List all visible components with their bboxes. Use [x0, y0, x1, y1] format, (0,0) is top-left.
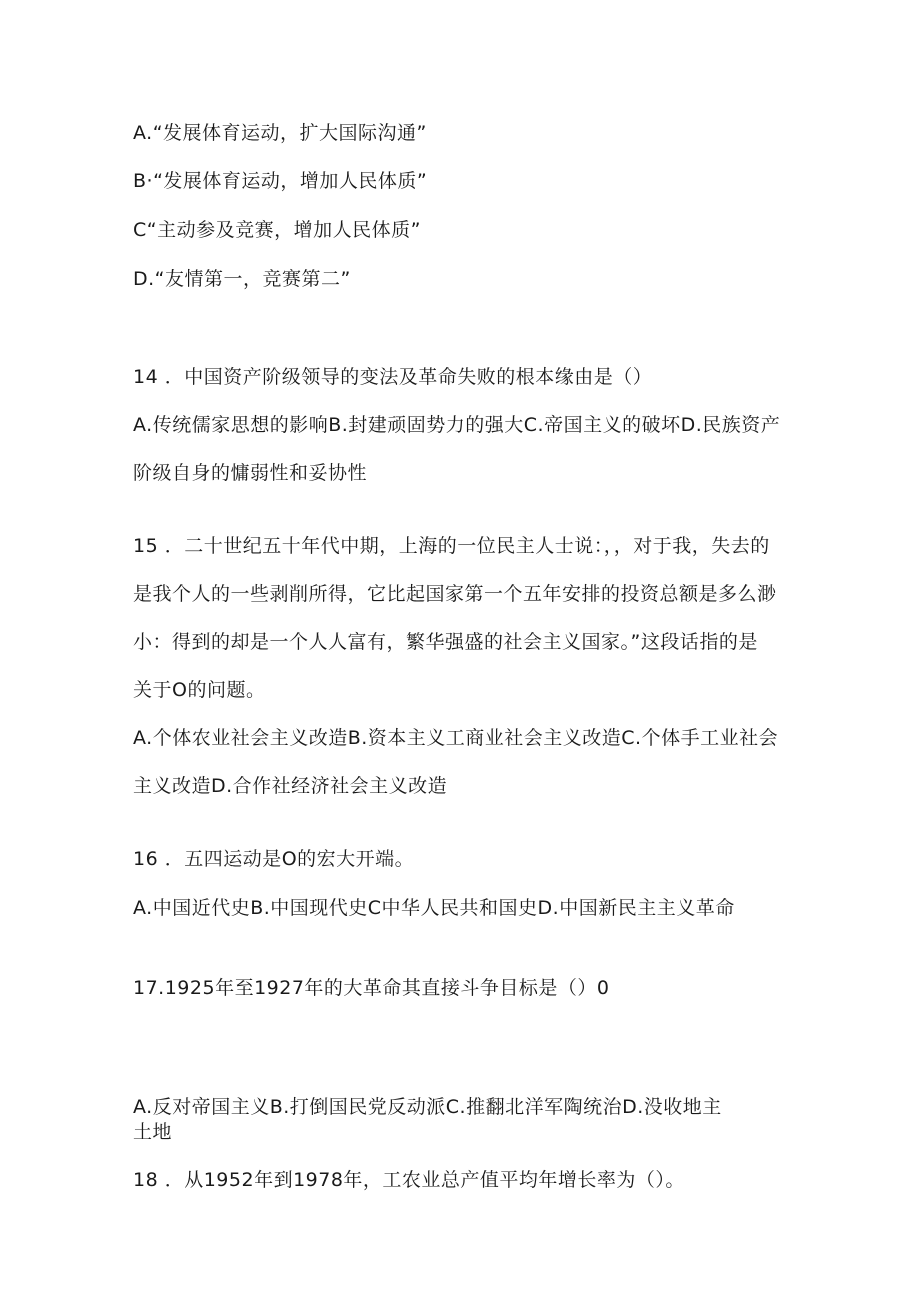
question-14: 14 ．中国资产阶级领导的变法及革命失败的根本缘由是（） — [133, 366, 653, 388]
question-15-options-cont: 主义改造D.合作社经济社会主义改造 — [133, 775, 448, 797]
question-14-options-cont: 阶级自身的慵弱性和妥协性 — [133, 462, 368, 484]
question-15-options: A.个体农业社会主义改造B.资本主义工商业社会主义改造C.个体手工业社会 — [133, 727, 779, 749]
question-14-options: A.传统儒家思想的影响B.封建顽固势力的强大C.帝国主义的破坏D.民族资产 — [133, 414, 781, 436]
question-15-line-1: 15 ．二十世纪五十年代中期，上海的一位民主人士说：，，对于我，失去的 — [133, 535, 770, 557]
question-17-options-cont: 土地 — [133, 1121, 173, 1143]
question-15-line-3: 小：得到的却是一个人人富有，繁华强盛的社会主义国家。”这段话指的是 — [133, 631, 758, 653]
option-c-line: C“主动参及竞赛，增加人民体质” — [133, 219, 421, 241]
question-17: 17.1925年至1927年的大革命其直接斗争目标是（）0 — [133, 977, 610, 999]
question-16-options: A.中国近代史B.中国现代史C中华人民共和国史D.中国新民主主义革命 — [133, 897, 735, 919]
question-18: 18 ．从1952年到1978年，工农业总产值平均年增长率为（）。 — [133, 1169, 685, 1191]
option-d-line: D.“友情第一，竞赛第二” — [133, 268, 351, 290]
option-b-line: B·“发展体育运动，增加人民体质” — [133, 170, 428, 192]
question-15-line-4: 关于O的问题。 — [133, 679, 266, 701]
option-a-line: A.“发展体育运动，扩大国际沟通” — [133, 122, 427, 144]
question-16: 16 ．五四运动是O的宏大开端。 — [133, 848, 415, 870]
question-15-line-2: 是我个人的一些剥削所得，它比起国家第一个五年安排的投资总额是多么渺 — [133, 583, 777, 605]
question-17-options: A.反对帝国主义B.打倒国民党反动派C.推翻北洋军陶统治D.没收地主 — [133, 1096, 722, 1118]
